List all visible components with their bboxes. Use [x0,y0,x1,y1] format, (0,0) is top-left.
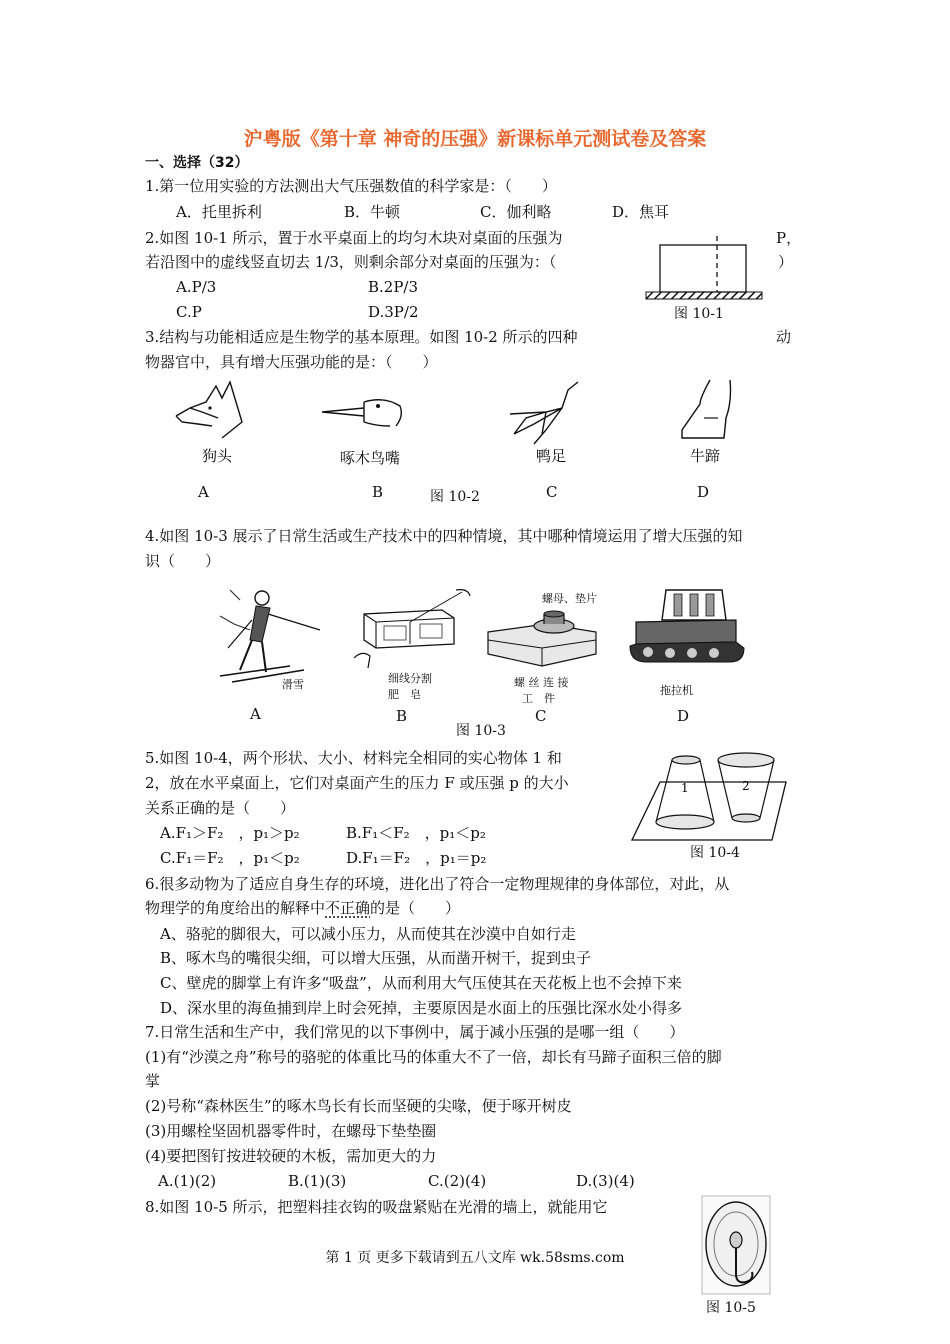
figure-10-3-label-soap-2: 肥 皂 [388,688,421,701]
q2-option-a: A.P/3 [176,278,217,296]
q7-item-3: (3)用螺栓坚固机器零件时，在螺母下垫垫圈 [145,1122,437,1140]
skiing-drawing [210,580,330,688]
question-3-line1: 3.结构与功能相适应是生物学的基本原理。如图 10-2 所示的四种 [145,328,578,346]
q7-item-1: (1)有“沙漠之舟”称号的骆驼的体重比马的体重大不了一倍，却长有马蹄子面积三倍的脚 [145,1048,722,1066]
q1-option-a: A．托里拆利 [176,203,262,221]
question-7-stem: 7.日常生活和生产中，我们常见的以下事例中，属于减小压强的是哪一组（ ） [145,1023,685,1041]
section-heading: 一、选择（32） [145,155,249,171]
woodpecker-beak-drawing [320,392,410,432]
question-6-line2-part-a: 物理学的角度给出的解释中 [145,899,326,917]
figure-10-3-label-skiing: 滑雪 [282,678,304,691]
question-5-line2: 2，放在水平桌面上，它们对桌面产生的压力 F 或压强 p 的大小 [145,774,569,792]
cow-hoof-drawing [670,378,740,444]
question-2-line1-tail: P， [776,229,802,247]
soap-cutting-drawing [350,588,474,668]
q7-option-d: D.(3)(4) [576,1172,635,1190]
figure-10-1-wood-block [640,236,770,300]
q5-option-b: B.F₁＜F₂ ，p₁＜p₂ [346,824,486,842]
q6-option-d: D、深水里的海鱼捕到岸上时会死掉，主要原因是水面上的压强比深水处小得多 [160,999,683,1017]
figure-10-3-label-nut: 螺母、垫片 [542,592,597,605]
question-3-line1-tail: 动 [776,328,792,346]
figure-10-2-label-a: 狗头 [202,447,233,465]
question-4-line1: 4.如图 10-3 展示了日常生活或生产技术中的四种情境，其中哪种情境运用了增大压强的知 [145,527,743,545]
figure-10-2-label-d: 牛蹄 [690,447,721,465]
figure-10-1-caption: 图 10-1 [674,306,724,322]
figure-10-2-caption: 图 10-2 [430,489,480,505]
question-2-line2: 若沿图中的虚线竖直切去 1/3，则剩余部分对桌面的压强为：（ [145,253,557,271]
q1-option-c: C．伽利略 [480,203,552,221]
q6-option-a: A、骆驼的脚很大，可以减小压力，从而使其在沙漠中自如行走 [160,925,576,943]
dog-head-drawing [172,378,252,444]
question-1-stem: 1.第一位用实验的方法测出大气压强数值的科学家是：（ ） [145,177,557,195]
q1-option-d: D．焦耳 [612,203,670,221]
figure-10-2-label-c: 鸭足 [536,447,567,465]
figure-10-3-label-soap-1: 细线分割 [388,672,432,685]
question-5-line1: 5.如图 10-4，两个形状、大小、材料完全相同的实心物体 1 和 [145,749,562,767]
question-6-line2-part-c: 的是（ ） [370,899,461,917]
figure-10-4-frustums [628,752,798,844]
figure-10-2-letter-d: D [697,483,710,501]
question-6-line2 [145,898,460,918]
figure-10-5-suction-hook [700,1194,772,1298]
figure-10-2-label-b: 啄木鸟嘴 [340,449,401,467]
q2-option-b: B.2P/3 [368,278,419,296]
figure-10-2-letter-a: A [198,483,209,501]
q7-option-b: B.(1)(3) [288,1172,347,1190]
page-footer: 第 1 页 更多下载请到五八文库 wk.58sms.com [325,1250,625,1266]
bolted-workpiece-drawing [486,604,602,674]
question-8-line1: 8.如图 10-5 所示，把塑料挂衣钩的吸盘紧贴在光滑的墙上，就能用它 [145,1198,608,1216]
question-5-line3: 关系正确的是（ ） [145,799,296,817]
q7-option-a: A.(1)(2) [158,1172,217,1190]
q1-option-b: B．牛顿 [344,203,401,221]
q7-option-c: C.(2)(4) [428,1172,487,1190]
q6-option-c: C、壁虎的脚掌上有许多“吸盘”，从而利用大气压使其在天花板上也不会掉下来 [160,974,682,992]
question-2-line2-tail: ） [778,253,794,271]
figure-10-3-label-tractor: 拖拉机 [660,684,693,697]
question-3-line2: 物器官中，具有增大压强功能的是：（ ） [145,353,438,371]
q7-item-4: (4)要把图钉按进较硬的木板，需加更大的力 [145,1147,437,1165]
figure-10-3-letter-a: A [250,705,261,723]
q5-option-c: C.F₁＝F₂ ，p₁＜p₂ [160,849,300,867]
figure-10-3-letter-b: B [396,707,408,725]
q5-option-d: D.F₁＝F₂ ，p₁＝p₂ [346,849,487,867]
question-6-emphasis: 不正确 [325,899,371,917]
q6-option-b: B、啄木鸟的嘴很尖细，可以增大压强，从而凿开树干，捉到虫子 [160,949,592,967]
question-6-line1: 6.很多动物为了适应自身生存的环境，进化出了符合一定物理规律的身体部位，对此，从 [145,875,730,893]
q7-item-2: (2)号称“森林医生”的啄木鸟长有长而坚硬的尖喙，便于啄开树皮 [145,1097,572,1115]
q7-item-1-cont: 掌 [145,1072,161,1090]
duck-foot-drawing [506,378,586,446]
figure-10-4-caption: 图 10-4 [690,845,740,861]
frustum-1-label: 1 [681,781,689,795]
frustum-2-label: 2 [742,779,750,793]
figure-10-3-label-screw-1: 螺 丝 连 接 [514,676,569,689]
q5-option-a: A.F₁＞F₂ ，p₁＞p₂ [160,824,300,842]
figure-10-2-letter-b: B [372,483,384,501]
figure-10-3-letter-c: C [535,707,547,725]
tractor-drawing [626,586,746,666]
question-4-line2: 识（ ） [145,552,221,570]
figure-10-3-letter-d: D [677,707,690,725]
figure-10-5-caption: 图 10-5 [706,1300,756,1316]
figure-10-2-letter-c: C [546,483,558,501]
question-2-line1: 2.如图 10-1 所示，置于水平桌面上的均匀木块对桌面的压强为 [145,229,563,247]
q2-option-d: D.3P/2 [368,303,419,321]
figure-10-3-label-screw-2: 工 件 [522,692,555,705]
figure-10-3-caption: 图 10-3 [456,723,506,739]
page-title: 沪粤版《第十章 神奇的压强》新课标单元测试卷及答案 [243,128,707,150]
q2-option-c: C.P [176,303,202,321]
